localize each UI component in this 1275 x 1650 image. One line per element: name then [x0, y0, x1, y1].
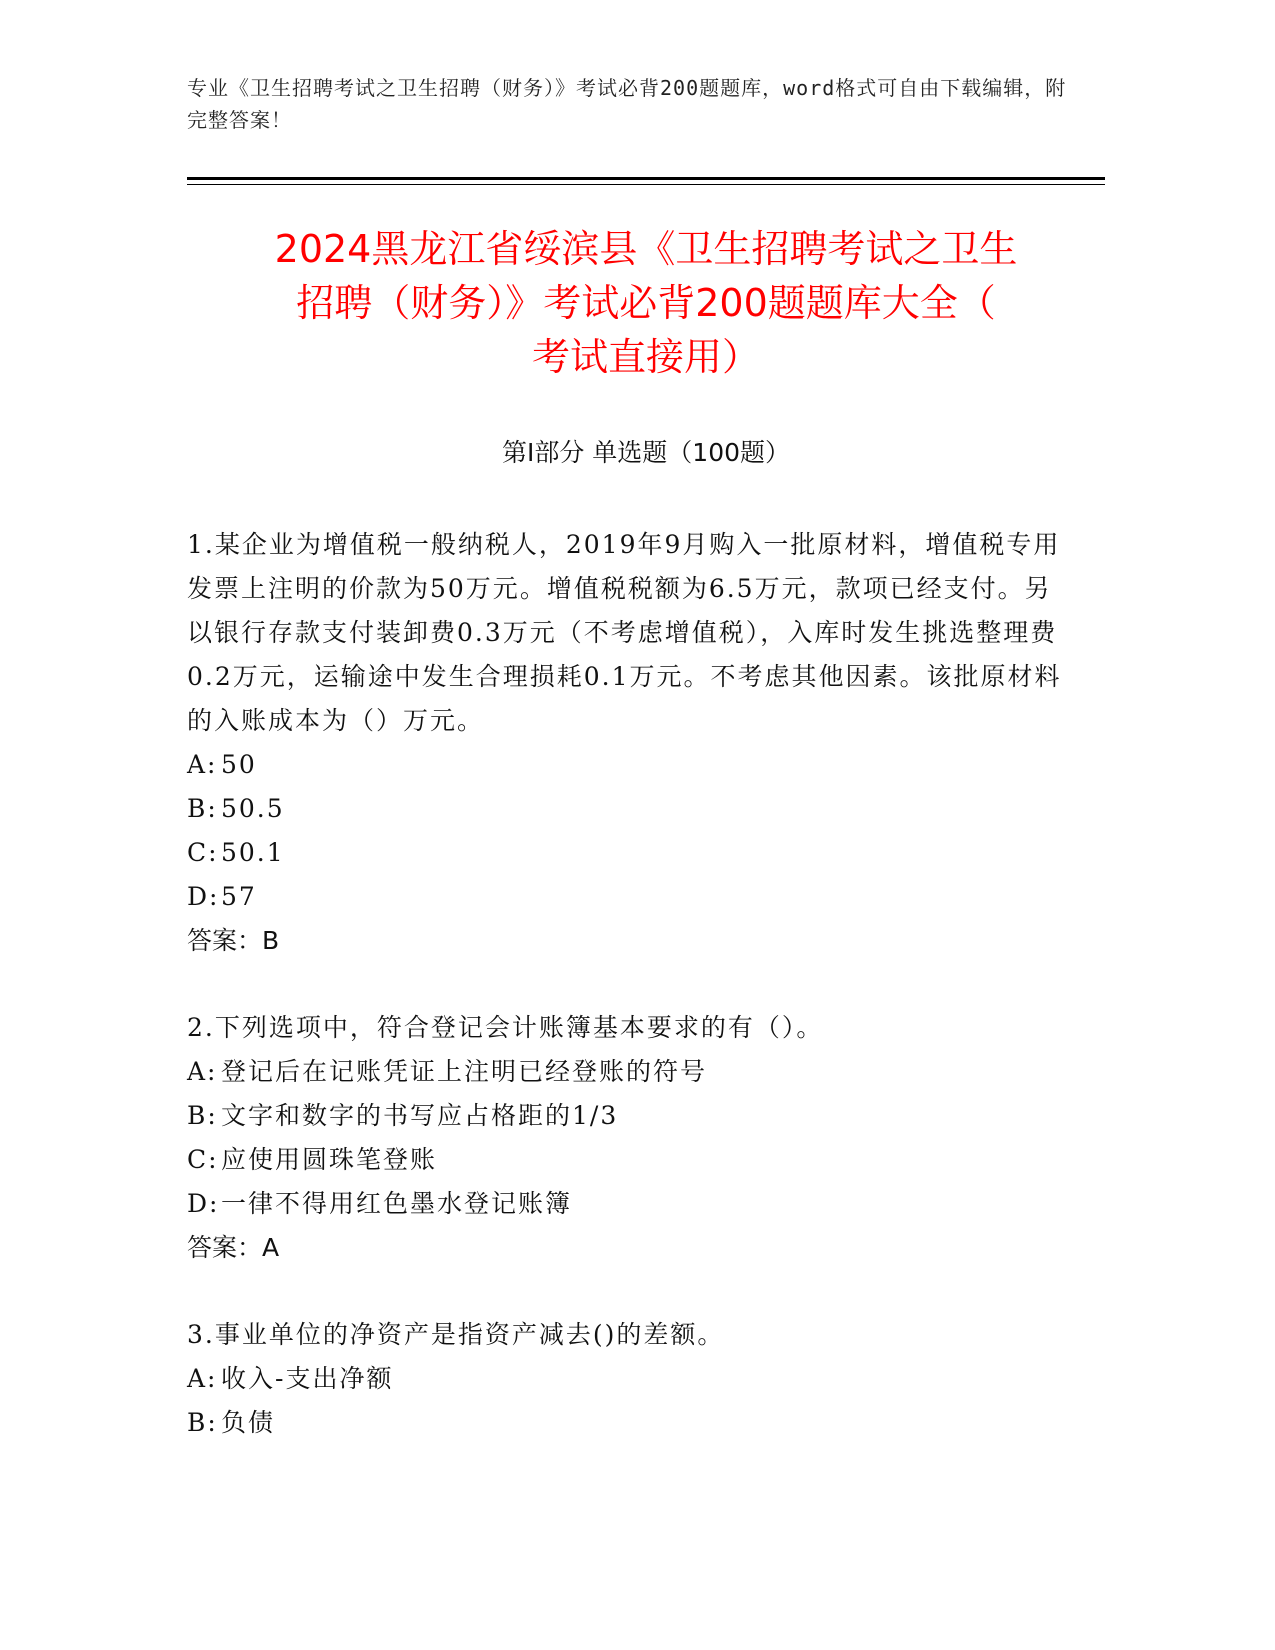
option-key: A:	[187, 1364, 218, 1393]
question-1	[187, 523, 1067, 963]
option-a	[187, 1050, 1067, 1094]
option-text: 50.5	[221, 794, 285, 823]
title-line: 考试直接用）	[531, 335, 760, 379]
question-stem: 2.下列选项中，符合登记会计账簿基本要求的有（）。	[187, 1013, 824, 1042]
option-key: D:	[187, 1189, 220, 1218]
answer-value: B	[262, 926, 280, 955]
option-text: 50.1	[221, 838, 285, 867]
option-d	[187, 1182, 1067, 1226]
answer-line	[187, 919, 1067, 963]
option-text: 收入-支出净额	[221, 1364, 394, 1393]
option-text: 文字和数字的书写应占格距的1/3	[221, 1101, 619, 1130]
option-text: 57	[221, 882, 257, 911]
option-b	[187, 787, 1067, 831]
question-list	[187, 523, 1067, 1445]
option-text: 50	[221, 750, 257, 779]
answer-label: 答案：	[187, 926, 263, 955]
answer-value: A	[262, 1233, 280, 1262]
option-key: C:	[187, 1145, 219, 1174]
option-text: 负债	[221, 1408, 276, 1437]
option-key: C:	[187, 838, 219, 867]
question-stem: 3.事业单位的净资产是指资产减去()的差额。	[187, 1320, 725, 1349]
title-line: 招聘（财务）》考试必背200题题库大全（	[296, 281, 996, 325]
option-text: 登记后在记账凭证上注明已经登账的符号	[221, 1057, 708, 1086]
option-key: A:	[187, 1057, 218, 1086]
question-3	[187, 1313, 1067, 1445]
header-divider-thick	[187, 177, 1105, 180]
answer-label: 答案：	[187, 1233, 263, 1262]
header-note: 专业《卫生招聘考试之卫生招聘（财务）》考试必背200题题库，word格式可自由下载编辑，附完整答案！	[187, 76, 1067, 132]
option-d	[187, 875, 1067, 919]
option-key: B:	[187, 1408, 218, 1437]
option-key: B:	[187, 1101, 218, 1130]
option-b	[187, 1401, 1067, 1445]
option-key: D:	[187, 882, 220, 911]
answer-line	[187, 1226, 1067, 1270]
document-title	[187, 222, 1105, 384]
option-key: B:	[187, 794, 218, 823]
header-divider-thin	[187, 184, 1105, 185]
option-key: A:	[187, 750, 218, 779]
title-line: 2024黑龙江省绥滨县《卫生招聘考试之卫生	[274, 227, 1018, 271]
section-title: 第I部分 单选题（100题）	[501, 438, 791, 467]
option-a	[187, 1357, 1067, 1401]
option-a	[187, 743, 1067, 787]
question-2	[187, 1006, 1067, 1270]
option-text: 应使用圆珠笔登账	[221, 1145, 438, 1174]
option-c	[187, 1138, 1067, 1182]
question-stem: 1.某企业为增值税一般纳税人，2019年9月购入一批原材料，增值税专用发票上注明的价款为50万元。增值税税额为6.5万元，款项已经支付。另以银行存款支付装卸费0.3万元（不考虑增值税），入库时发生挑选整理费0.2万元，运输途中发生合理损耗0.1万元。不考虑其他因素。该批原材料的入账成本为（）万元。	[187, 530, 1062, 735]
option-b	[187, 1094, 1067, 1138]
option-text: 一律不得用红色墨水登记账簿	[221, 1189, 573, 1218]
option-c	[187, 831, 1067, 875]
